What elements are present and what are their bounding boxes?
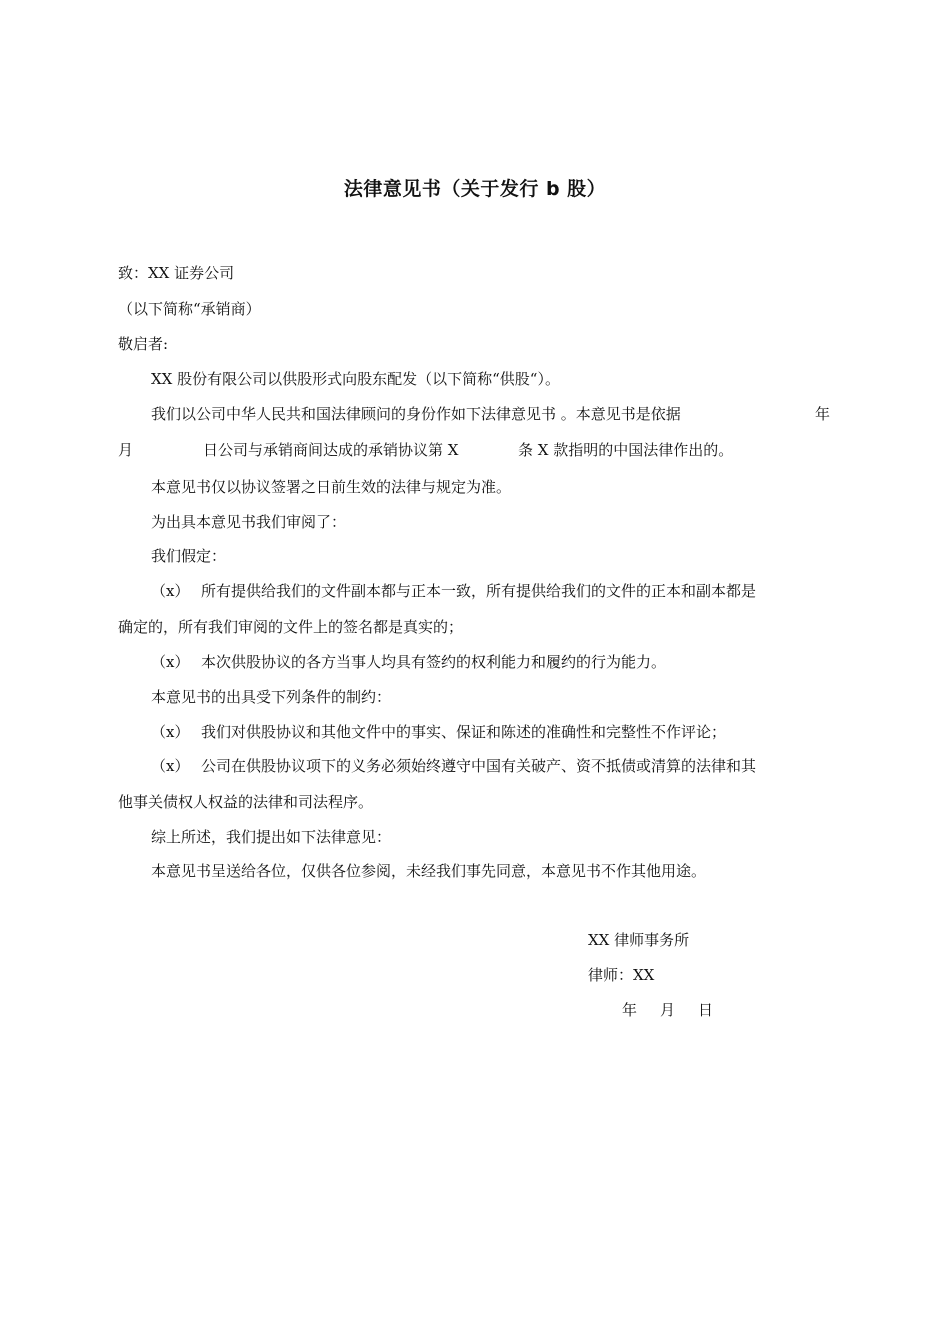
assumption-2 — [151, 652, 666, 672]
paragraph-3: 本意见书仅以协议签署之日前生效的法律与规定为准。 — [151, 478, 512, 496]
paragraph-7: 综上所述，我们提出如下法律意见： — [151, 828, 392, 846]
signature-firm: XX 律师事务所 — [588, 931, 690, 949]
assumption-2-marker: （x） — [151, 653, 190, 671]
condition-1-text: 我们对供股协议和其他文件中的事实、保证和陈述的准确性和完整性不作评论； — [201, 723, 727, 741]
condition-1 — [151, 722, 726, 742]
paragraph-2-text-c: 条 X 款指明的中国法律作出的。 — [518, 441, 734, 459]
paragraph-6: 本意见书的出具受下列条件的制约： — [151, 688, 392, 706]
signature-date: 年 月 日 — [622, 1001, 718, 1019]
paragraph-2-year: 年 — [815, 405, 831, 423]
assumption-2-text: 本次供股协议的各方当事人均具有签约的权利能力和履约的行为能力。 — [201, 653, 667, 671]
paragraph-5: 我们假定： — [151, 547, 227, 565]
assumption-1-marker: （x） — [151, 582, 190, 600]
condition-2-line-1 — [151, 756, 756, 776]
paragraph-8: 本意见书呈送给各位，仅供各位参阅，未经我们事先同意，本意见书不作其他用途。 — [151, 862, 707, 880]
condition-2-text-a: 公司在供股协议项下的义务必须始终遵守中国有关破产、资不抵债或清算的法律和其 — [201, 757, 757, 775]
alias-note: （以下简称“承销商） — [118, 300, 261, 318]
condition-1-marker: （x） — [151, 723, 190, 741]
document-title: 法律意见书（关于发行 b 股） — [343, 178, 607, 200]
paragraph-2-text-b: 日公司与承销商间达成的承销协议第 X — [203, 441, 459, 459]
paragraph-4: 为出具本意见书我们审阅了： — [151, 513, 347, 531]
paragraph-1: XX 股份有限公司以供股形式向股东配发（以下简称“供股“）。 — [151, 370, 560, 388]
condition-2-marker: （x） — [151, 757, 190, 775]
addressee: 致：XX 证券公司 — [118, 264, 235, 282]
assumption-1-line-2: 确定的，所有我们审阅的文件上的签名都是真实的； — [118, 618, 464, 636]
paragraph-2-month: 月 — [118, 441, 134, 459]
paragraph-2-line-1 — [151, 404, 681, 424]
assumption-1-text-a: 所有提供给我们的文件副本都与正本一致，所有提供给我们的文件的正本和副本都是 — [201, 582, 757, 600]
signature-lawyer: 律师：XX — [588, 966, 655, 984]
assumption-1-line-1 — [151, 581, 756, 601]
paragraph-2-text-a: 我们以公司中华人民共和国法律顾问的身份作如下法律意见书 。本意见书是依据 — [151, 405, 681, 423]
salutation: 敬启者: — [118, 335, 169, 353]
condition-2-line-2: 他事关债权人权益的法律和司法程序。 — [118, 793, 374, 811]
